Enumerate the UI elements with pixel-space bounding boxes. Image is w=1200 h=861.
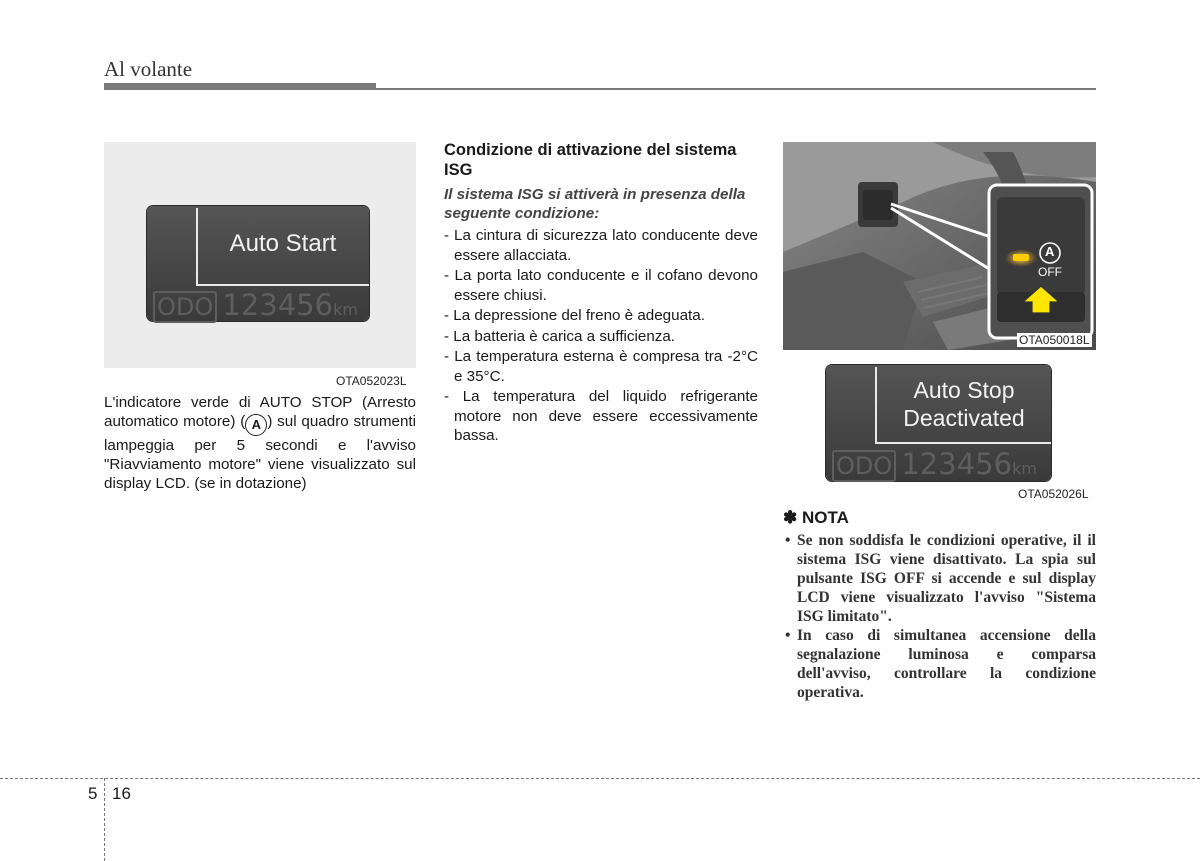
chapter-number: 5: [88, 784, 98, 803]
page-number: 16: [112, 784, 131, 803]
figure-auto-start: [104, 142, 416, 388]
section-intro: Il sistema ISG si attiverà in presenza della seguente condizione:: [444, 186, 746, 222]
figure-code: OTA052026L: [1018, 487, 1089, 501]
lcd-message: Auto Start: [229, 230, 337, 257]
section-title: Al volante: [104, 57, 193, 81]
odometer: ODO 123456km: [832, 447, 1037, 481]
figure-code: OTA052023L: [336, 374, 407, 388]
lcd-display: [826, 365, 1051, 481]
isg-button-icon-letter: A: [1045, 244, 1055, 259]
lcd-message: Auto Stop Deactivated: [903, 377, 1025, 431]
note-item: • In caso di simultanea accensione della segnalazione luminosa e comparsa dell'avviso, controllare la condizione operativa.: [783, 626, 1096, 702]
footer-rule: [0, 778, 1200, 779]
figure-code: OTA050018L: [1019, 333, 1090, 347]
list-item: - La temperatura esterna è compresa tra -2°C e 35°C.: [444, 348, 758, 385]
odometer: ODO 123456km: [153, 288, 358, 322]
list-item: - La depressione del freno è adeguata.: [444, 307, 705, 324]
lcd-display: [147, 206, 369, 321]
isg-activation-section: [444, 140, 758, 447]
figure-auto-stop-deactivated: [783, 356, 1096, 506]
header-rule: [104, 83, 376, 90]
figure-isg-off-button: [783, 142, 1096, 350]
note-item: • Se non soddisfa le condizioni operative, il il sistema ISG viene disattivato. La spia sul pulsante ISG OFF si accende e sul display LCD viene visualizzato l'avviso "Sistema ISG limitato".: [783, 531, 1096, 626]
note-list: [783, 531, 1096, 702]
note-box: [783, 508, 1096, 702]
list-item: - La porta lato conducente e il cofano devono essere chiusi.: [444, 267, 758, 304]
section-heading: Condizione di attivazione del sistema ISG: [444, 141, 737, 179]
list-item: - La batteria è carica a sufficienza.: [444, 327, 676, 345]
auto-stop-description: L'indicatore verde di AUTO STOP (Arresto automatico motore) ( A ) sul quadro strumenti lampeggia per 5 secondi e l'avviso "Riavviamento motore" viene visualizzato sul display LCD. (se in dotazione): [104, 394, 416, 492]
isg-off-label: OFF: [1038, 265, 1062, 279]
header-rule-thin: [376, 88, 1096, 90]
auto-stop-a-icon: A: [245, 414, 267, 436]
note-title: ✽ NOTA: [783, 508, 849, 527]
footer-divider: [104, 778, 105, 861]
list-item: - La temperatura del liquido refrigerante motore non deve essere eccessivamente bassa.: [444, 388, 758, 444]
condition-list: [444, 226, 758, 446]
list-item: - La cintura di sicurezza lato conducente deve essere allacciata.: [444, 227, 758, 264]
